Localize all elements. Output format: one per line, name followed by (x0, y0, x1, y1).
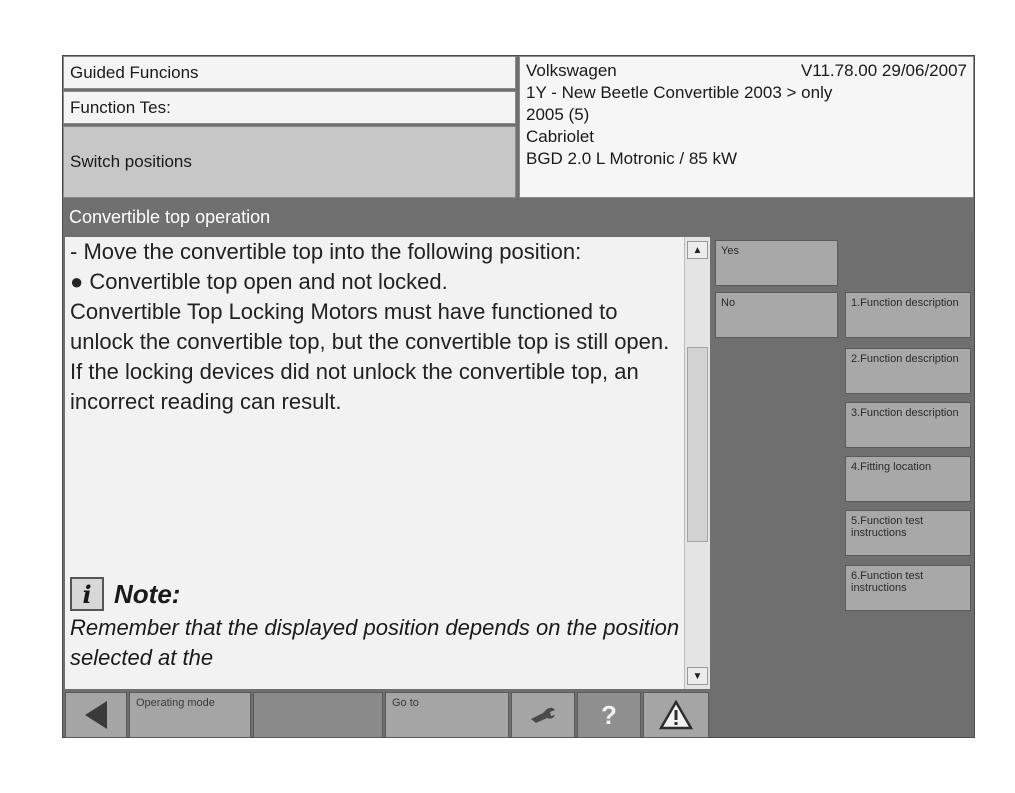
note-title: Note: (114, 578, 181, 609)
function-test-instructions-6-button[interactable]: 6.Function test instructions (845, 565, 971, 611)
diagnostic-screen (62, 55, 975, 738)
vehicle-model-line1: 1Y - New Beetle Convertible 2003 > only (526, 83, 833, 102)
instruction-explanation: Convertible Top Locking Motors must have functioned to unlock the convertible top, but the convertible top is still open. If the locking devices did not unlock the convertible top, an incorrect reading can result. (70, 299, 670, 414)
header-function-test: Function Tes: (63, 91, 516, 124)
note-heading (70, 577, 682, 611)
scroll-up-icon[interactable]: ▲ (687, 241, 708, 259)
vehicle-make-row (526, 60, 967, 82)
header-switch-positions: Switch positions (63, 126, 516, 198)
help-button[interactable]: ? (577, 692, 641, 738)
scroll-down-icon[interactable]: ▼ (687, 667, 708, 685)
header-guided-functions: Guided Funcions (63, 56, 516, 89)
instruction-condition: ● Convertible top open and not locked. (70, 269, 448, 294)
vertical-scrollbar[interactable] (684, 237, 710, 689)
vehicle-body: Cabriolet (526, 127, 595, 146)
note-block (70, 577, 682, 673)
vehicle-model-line2: 2005 (5) (526, 105, 590, 124)
function-description-3-button[interactable]: 3.Function description (845, 402, 971, 448)
operating-mode-button[interactable]: Operating mode (129, 692, 251, 738)
no-button[interactable]: No (715, 292, 838, 338)
scroll-thumb[interactable] (687, 347, 708, 542)
function-description-2-button[interactable]: 2.Function description (845, 348, 971, 394)
yes-button[interactable]: Yes (715, 240, 838, 286)
tools-button[interactable] (511, 692, 575, 738)
bottom-toolbar (63, 692, 974, 738)
function-description-1-button[interactable]: 1.Function description (845, 292, 971, 338)
back-button[interactable] (65, 692, 127, 738)
wrench-icon (528, 704, 558, 726)
toolbar-blank-slot (253, 692, 383, 738)
function-test-instructions-5-button[interactable]: 5.Function test instructions (845, 510, 971, 556)
instruction-step: - Move the convertible top into the following position: (70, 239, 582, 264)
vehicle-engine: BGD 2.0 L Motronic / 85 kW (526, 149, 737, 168)
vehicle-info-panel (519, 56, 974, 198)
warning-icon (659, 700, 693, 730)
software-version: V11.78.00 29/06/2007 (800, 61, 967, 80)
info-icon: i (70, 577, 104, 611)
warning-button[interactable] (643, 692, 709, 738)
vehicle-make: Volkswagen (526, 61, 617, 80)
note-text: Remember that the displayed position depends on the position selected at the (70, 615, 680, 670)
instruction-panel (65, 237, 710, 689)
section-title: Convertible top operation (63, 201, 974, 233)
header-left (63, 56, 518, 198)
fitting-location-button[interactable]: 4.Fitting location (845, 456, 971, 502)
goto-button[interactable]: Go to (385, 692, 509, 738)
back-arrow-icon (85, 701, 107, 729)
